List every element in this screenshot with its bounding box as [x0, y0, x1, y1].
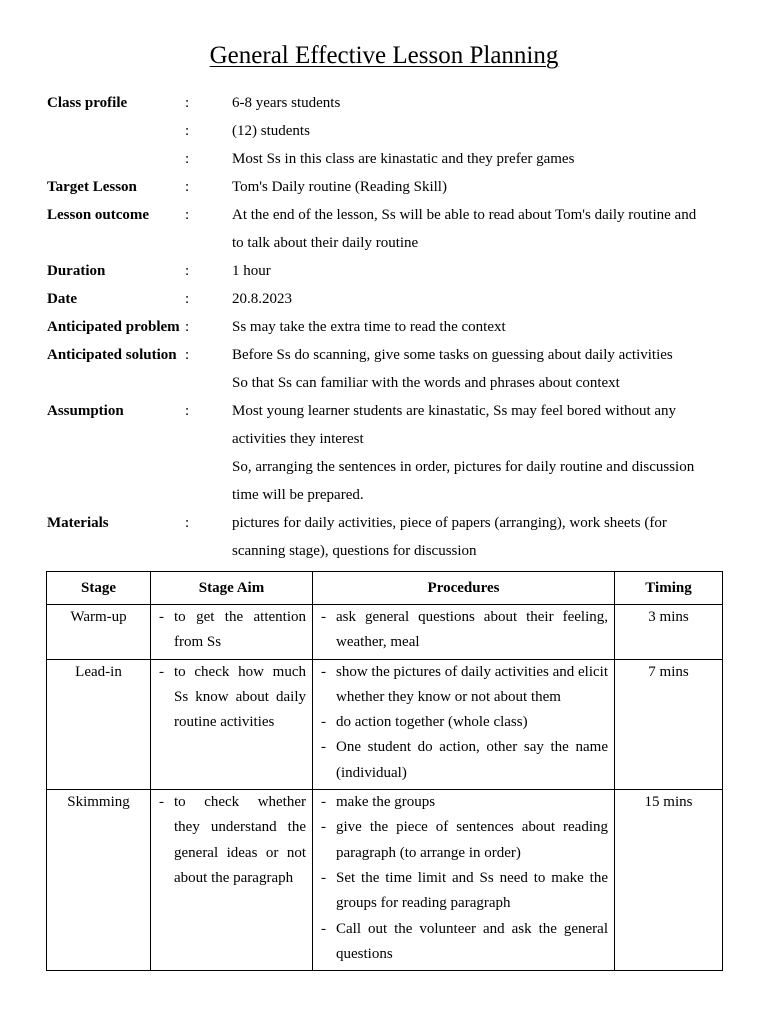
info-colon: : — [185, 347, 190, 363]
header-stage: Stage — [47, 572, 151, 605]
info-colon: : — [185, 95, 190, 111]
procedure-item: - show the pictures of daily activities and elicit whether they know or not about them — [319, 660, 608, 711]
header-procedures: Procedures — [313, 572, 615, 605]
info-row — [47, 173, 727, 201]
info-value: 6-8 years students — [232, 95, 341, 111]
page-title: General Effective Lesson Planning — [209, 42, 559, 69]
info-row — [47, 313, 727, 341]
stage-cell: Skimming — [47, 790, 151, 971]
info-value: to talk about their daily routine — [232, 235, 419, 251]
info-value: pictures for daily activities, piece of papers (arranging), work sheets (for — [232, 515, 667, 531]
info-label — [47, 453, 185, 481]
info-row — [47, 537, 727, 565]
header-timing: Timing — [615, 572, 723, 605]
info-label — [47, 537, 185, 565]
stage-cell: Lead-in — [47, 659, 151, 789]
info-value: Most young learner students are kinastatic, Ss may feel bored without any — [232, 403, 677, 419]
info-colon: : — [185, 179, 190, 195]
stage-cell: Warm-up — [47, 605, 151, 660]
info-label: Materials — [47, 515, 109, 531]
procedure-item: - do action together (whole class) — [319, 710, 608, 735]
stage-aim-cell — [151, 790, 313, 971]
info-value: So, arranging the sentences in order, pictures for daily routine and discussion — [232, 459, 695, 475]
table-header-row — [47, 572, 723, 605]
info-row — [47, 201, 727, 229]
info-label: Target Lesson — [47, 179, 137, 195]
info-value: So that Ss can familiar with the words and phrases about context — [232, 375, 620, 391]
info-value: Before Ss do scanning, give some tasks on guessing about daily activities — [232, 347, 673, 363]
aim-item: - to check whether they understand the general ideas or not about the paragraph — [157, 790, 306, 891]
info-value: scanning stage), questions for discussion — [232, 543, 477, 559]
procedures-cell — [313, 790, 615, 971]
info-colon — [185, 537, 232, 565]
info-label: Anticipated problem — [47, 319, 180, 335]
procedures-cell — [313, 659, 615, 789]
procedures-cell — [313, 605, 615, 660]
info-colon: : — [185, 207, 190, 223]
info-value: Ss may take the extra time to read the context — [232, 319, 506, 335]
info-label: Assumption — [47, 403, 124, 419]
header-stage-aim: Stage Aim — [151, 572, 313, 605]
info-colon: : — [185, 403, 190, 419]
info-label — [47, 229, 185, 257]
info-value: 20.8.2023 — [232, 291, 292, 307]
info-colon — [185, 369, 232, 397]
procedure-item: - Call out the volunteer and ask the general questions — [319, 917, 608, 968]
info-colon — [185, 425, 232, 453]
info-label — [47, 369, 185, 397]
procedure-item: - ask general questions about their feeling, weather, meal — [319, 605, 608, 656]
info-row — [47, 453, 727, 481]
info-row — [47, 89, 727, 117]
stage-aim-cell — [151, 605, 313, 660]
lesson-info — [47, 89, 727, 565]
info-label: Lesson outcome — [47, 207, 150, 223]
procedure-item: - One student do action, other say the name (individual) — [319, 735, 608, 786]
info-row — [47, 229, 727, 257]
info-colon: : — [185, 263, 190, 279]
info-label: Class profile — [47, 95, 128, 111]
info-colon — [185, 481, 232, 509]
info-colon — [185, 453, 232, 481]
timing-cell: 3 mins — [615, 605, 723, 660]
table-row — [47, 790, 723, 971]
info-value: (12) students — [232, 123, 310, 139]
info-value: At the end of the lesson, Ss will be able to read about Tom's daily routine and — [232, 207, 697, 223]
info-row — [47, 145, 727, 173]
procedure-item: - Set the time limit and Ss need to make the groups for reading paragraph — [319, 866, 608, 917]
stage-aim-cell — [151, 659, 313, 789]
info-label — [47, 425, 185, 453]
info-colon — [185, 229, 232, 257]
table-row — [47, 605, 723, 660]
info-row — [47, 425, 727, 453]
info-row — [47, 509, 727, 537]
procedure-item: - make the groups — [319, 790, 608, 815]
info-value: Tom's Daily routine (Reading Skill) — [232, 179, 447, 195]
info-value: activities they interest — [232, 431, 364, 447]
info-value: time will be prepared. — [232, 487, 364, 503]
aim-item: - to check how much Ss know about daily routine activities — [157, 660, 306, 736]
info-label — [47, 117, 185, 145]
timing-cell: 7 mins — [615, 659, 723, 789]
info-label — [47, 145, 185, 173]
info-row — [47, 369, 727, 397]
info-row — [47, 341, 727, 369]
info-colon: : — [185, 291, 190, 307]
info-colon: : — [185, 123, 190, 139]
info-value: Most Ss in this class are kinastatic and they prefer games — [232, 151, 575, 167]
info-label: Anticipated solution — [47, 347, 177, 363]
info-label: Date — [47, 291, 77, 307]
procedure-item: - give the piece of sentences about reading paragraph (to arrange in order) — [319, 815, 608, 866]
info-colon: : — [185, 515, 190, 531]
info-row — [47, 481, 727, 509]
info-colon: : — [185, 151, 190, 167]
info-row — [47, 257, 727, 285]
info-row — [47, 397, 727, 425]
info-label — [47, 481, 185, 509]
info-label: Duration — [47, 263, 106, 279]
timing-cell: 15 mins — [615, 790, 723, 971]
info-row — [47, 117, 727, 145]
info-row — [47, 285, 727, 313]
lesson-stages-table — [46, 571, 723, 971]
info-colon: : — [185, 319, 190, 335]
table-row — [47, 659, 723, 789]
aim-item: - to get the attention from Ss — [157, 605, 306, 656]
info-value: 1 hour — [232, 263, 271, 279]
